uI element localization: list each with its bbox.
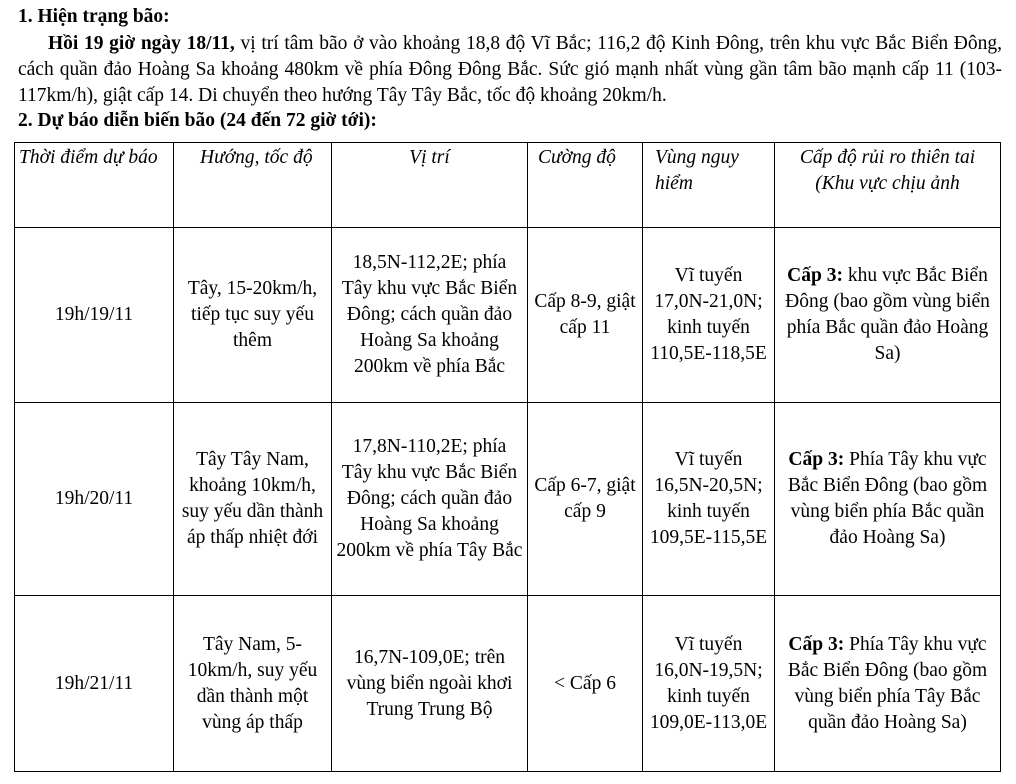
section-2-heading: 2. Dự báo diễn biến bão (24 đến 72 giờ tới): [18,110,377,131]
status-body: vị trí tâm bão ở vào khoảng 18,8 độ Vĩ Bắc; 116,2 độ Kinh Đông, trên khu vực Bắc Biển Đông, cách quần đảo Hoàng Sa khoảng 480km về phía Đông Đông Bắc. Sức gió mạnh nhất vùng gần tâm bão mạnh cấp 11 (103-117km/h), giật cấp 14. Di chuyển theo hướng Tây Tây Bắc, tốc độ khoảng 20km/h. [18,33,1002,106]
header-danger: Vùng nguy hiểm [643,143,775,228]
cell-direction: Tây Nam, 5-10km/h, suy yếu dần thành một vùng áp thấp [174,596,332,772]
section-1-heading: 1. Hiện trạng bão: [18,6,170,27]
cell-direction: Tây Tây Nam, khoảng 10km/h, suy yếu dần thành áp thấp nhiệt đới [174,403,332,596]
cell-danger: Vĩ tuyến 16,0N-19,5N; kinh tuyến 109,0E-113,0E [643,596,775,772]
cell-position: 17,8N-110,2E; phía Tây khu vực Bắc Biển Đông; cách quần đảo Hoàng Sa khoảng 200km về phía Tây Bắc [332,403,528,596]
cell-time: 19h/20/11 [15,403,174,596]
status-lead: Hồi 19 giờ ngày 18/11, [48,33,235,54]
table-row [15,228,1001,403]
header-intensity: Cường độ [528,143,643,228]
cell-position: 18,5N-112,2E; phía Tây khu vực Bắc Biển Đông; cách quần đảo Hoàng Sa khoảng 200km về phía Bắc [332,228,528,403]
cell-intensity: Cấp 8-9, giật cấp 11 [528,228,643,403]
cell-intensity: Cấp 6-7, giật cấp 9 [528,403,643,596]
document-page [18,0,1002,733]
cell-risk [775,403,1001,596]
risk-text: khu vực Bắc Biển Đông (bao gồm vùng biển phía Bắc quần đảo Hoàng Sa) [785,265,990,364]
cell-risk [775,596,1001,772]
cell-danger: Vĩ tuyến 17,0N-21,0N; kinh tuyến 110,5E-118,5E [643,228,775,403]
cell-direction: Tây, 15-20km/h, tiếp tục suy yếu thêm [174,228,332,403]
cell-danger: Vĩ tuyến 16,5N-20,5N; kinh tuyến 109,5E-115,5E [643,403,775,596]
risk-text: Phía Tây khu vực Bắc Biển Đông (bao gồm vùng biển phía Bắc quần đảo Hoàng Sa) [787,449,988,548]
table-row [15,596,1001,772]
risk-level: Cấp 3: [788,633,845,655]
forecast-table [14,142,1001,772]
cell-risk [775,228,1001,403]
header-position: Vị trí [332,143,528,228]
header-risk: Cấp độ rủi ro thiên tai (Khu vực chịu ảnh [775,143,1001,228]
cell-time: 19h/19/11 [15,228,174,403]
cell-time: 19h/21/11 [15,596,174,772]
table-header-row [15,143,1001,228]
current-status-paragraph [18,31,1002,109]
risk-text: Phía Tây khu vực Bắc Biển Đông (bao gồm vùng biển phía Tây Bắc quần đảo Hoàng Sa) [787,633,988,733]
cell-intensity: < Cấp 6 [528,596,643,772]
risk-level: Cấp 3: [788,449,845,470]
header-time: Thời điểm dự báo [15,143,174,228]
table-row [15,403,1001,596]
header-direction: Hướng, tốc độ [174,143,332,228]
risk-level: Cấp 3: [787,265,843,286]
cell-position: 16,7N-109,0E; trên vùng biển ngoài khơi Trung Trung Bộ [332,596,528,772]
